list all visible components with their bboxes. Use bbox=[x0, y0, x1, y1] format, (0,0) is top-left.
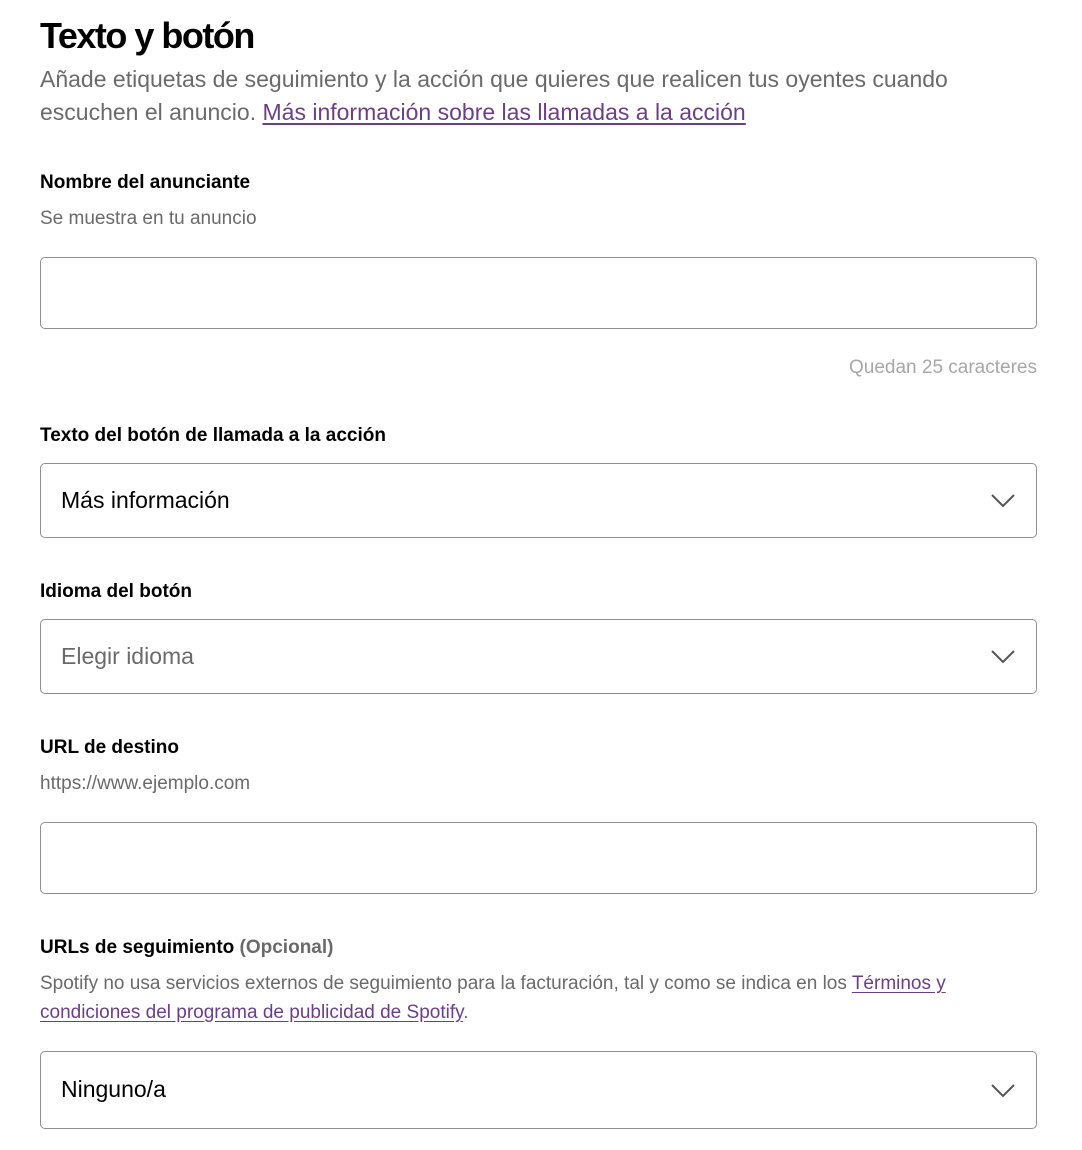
advertiser-name-input[interactable] bbox=[41, 258, 1036, 328]
destination-url-field[interactable] bbox=[40, 822, 1037, 894]
tracking-urls-select[interactable] bbox=[40, 1051, 1037, 1129]
tracking-urls-help bbox=[40, 969, 1037, 1027]
intro-text: Añade etiquetas de seguimiento y la acción que quieres que realicen tus oyentes cuando escuchen el anuncio. bbox=[40, 66, 948, 125]
tracking-urls-label bbox=[40, 936, 333, 960]
button-language-label: Idioma del botón bbox=[40, 581, 192, 602]
destination-url-help: https://www.ejemplo.com bbox=[40, 773, 251, 794]
chevron-down-icon bbox=[990, 490, 1016, 510]
tracking-urls-label-text: URLs de seguimiento bbox=[40, 937, 235, 958]
section-intro bbox=[40, 63, 1037, 129]
cta-text-select[interactable] bbox=[40, 463, 1037, 538]
advertiser-name-label: Nombre del anunciante bbox=[40, 172, 251, 193]
destination-url-input[interactable] bbox=[41, 823, 1036, 893]
tracking-help-text: Spotify no usa servicios externos de seguimiento para la facturación, tal y como se indica en los bbox=[40, 973, 852, 994]
cta-info-link[interactable]: Más información sobre las llamadas a la acción bbox=[262, 99, 746, 125]
optional-tag: (Opcional) bbox=[239, 937, 334, 958]
tracking-urls-selected-value: Ninguno/a bbox=[61, 1076, 166, 1102]
section-title: Texto y botón bbox=[40, 15, 254, 56]
advertiser-name-help: Se muestra en tu anuncio bbox=[40, 208, 257, 229]
terms-link[interactable]: Términos y condiciones del programa de publicidad de Spotify bbox=[40, 973, 946, 1023]
button-language-select[interactable] bbox=[40, 619, 1037, 694]
button-language-placeholder: Elegir idioma bbox=[61, 643, 194, 669]
chevron-down-icon bbox=[990, 1080, 1016, 1100]
advertiser-name-field[interactable] bbox=[40, 257, 1037, 329]
chevron-down-icon bbox=[990, 646, 1016, 666]
advertiser-name-counter: Quedan 25 caracteres bbox=[848, 357, 1037, 378]
cta-text-label: Texto del botón de llamada a la acción bbox=[40, 425, 386, 446]
cta-text-selected-value: Más información bbox=[61, 487, 230, 513]
tracking-help-end: . bbox=[463, 1002, 469, 1023]
destination-url-label: URL de destino bbox=[40, 737, 179, 758]
